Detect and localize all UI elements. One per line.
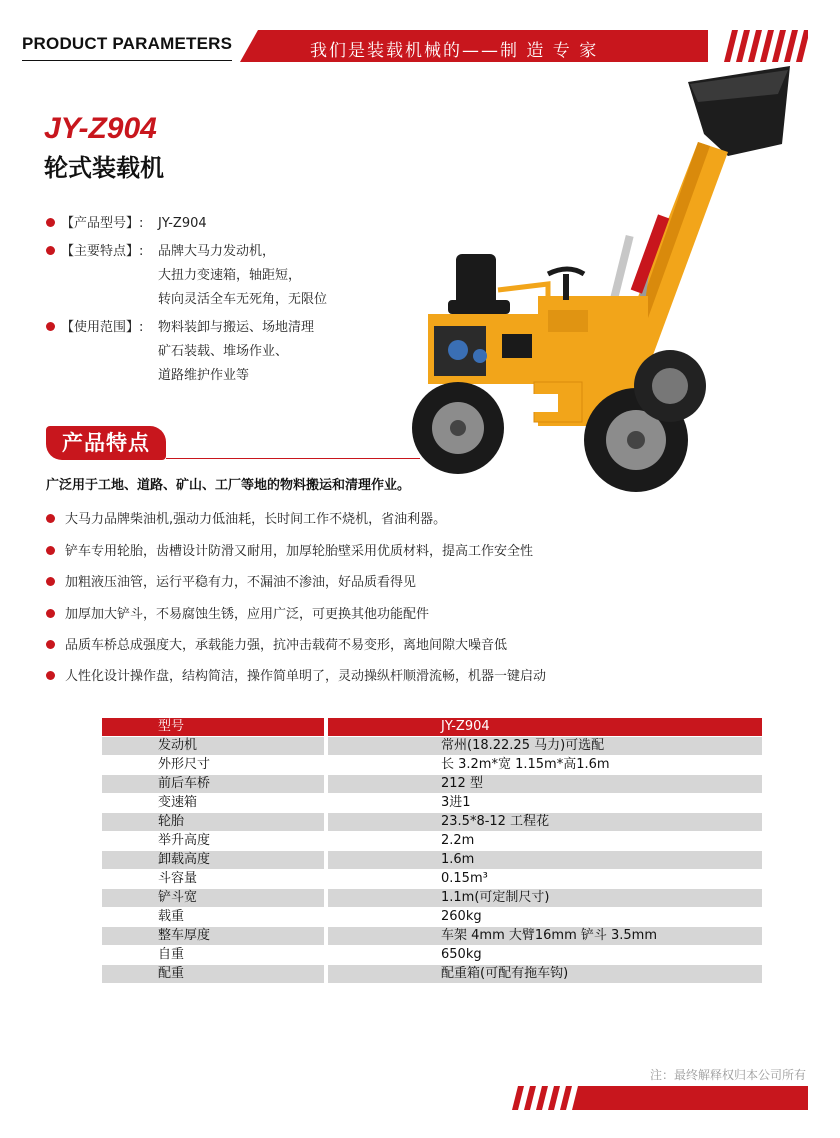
feature-bullet — [46, 571, 416, 590]
feature-text: 加厚加大铲斗，不易腐蚀生锈，应用广泛，可更换其他功能配件 — [65, 607, 430, 622]
table-cell-value: 23.5*8-12 工程花 — [328, 813, 762, 831]
feature-text: 大马力品牌柴油机,强动力低油耗，长时间工作不烧机，省油利器。 — [65, 512, 447, 527]
spec-features — [46, 240, 328, 307]
spec-features-label: 【主要特点】: — [61, 244, 144, 259]
bullet-dot-icon — [46, 218, 55, 227]
product-name: 轮式装载机 — [44, 154, 164, 182]
feature-text: 铲车专用轮胎，齿槽设计防滑又耐用，加厚轮胎壁采用优质材料，提高工作安全性 — [65, 544, 534, 559]
table-cell-label: 配重 — [102, 965, 324, 983]
bullet-dot-icon — [46, 640, 55, 649]
table-cell-value: 长 3.2m*宽 1.15m*高1.6m — [328, 756, 762, 774]
table-cell-value: 212 型 — [328, 775, 762, 793]
table-row — [102, 946, 762, 964]
table-cell-value: 配重箱(可配有拖车钩) — [328, 965, 762, 983]
bullet-dot-icon — [46, 577, 55, 586]
table-cell-label: 载重 — [102, 908, 324, 926]
spec-model-value: JY-Z904 — [158, 216, 207, 231]
spec-features-line: 转向灵活全车无死角，无限位 — [158, 292, 328, 307]
table-cell-label: 发动机 — [102, 737, 324, 755]
spec-usage-line: 矿石装载、堆场作业、 — [158, 344, 289, 359]
table-cell-value: 车架 4mm 大臂16mm 铲斗 3.5mm — [328, 927, 762, 945]
table-row — [102, 737, 762, 755]
bullet-dot-icon — [46, 514, 55, 523]
table-cell-value: 1.6m — [328, 851, 762, 869]
spec-usage-line: 物料装卸与搬运、场地清理 — [158, 320, 315, 335]
table-cell-value: 3进1 — [328, 794, 762, 812]
table-cell-label: 变速箱 — [102, 794, 324, 812]
feature-bullet — [46, 508, 446, 527]
feature-text: 人性化设计操作盘，结构简洁，操作简单明了，灵动操纵杆顺滑流畅，机器一键启动 — [65, 669, 547, 684]
table-row — [102, 851, 762, 869]
bullet-dot-icon — [46, 671, 55, 680]
bullet-dot-icon — [46, 246, 55, 255]
table-cell-value: 260kg — [328, 908, 762, 926]
table-cell-value: 1.1m(可定制尺寸) — [328, 889, 762, 907]
product-model: JY-Z904 — [44, 112, 157, 145]
features-title-underline — [166, 458, 420, 459]
features-section-title: 产品特点 — [46, 426, 166, 460]
table-cell-value: 650kg — [328, 946, 762, 964]
bullet-dot-icon — [46, 609, 55, 618]
spec-features-line: 品牌大马力发动机， — [158, 244, 276, 259]
table-cell-value: JY-Z904 — [328, 718, 762, 736]
table-cell-label: 斗容量 — [102, 870, 324, 888]
feature-bullet — [46, 540, 533, 559]
table-cell-label: 卸载高度 — [102, 851, 324, 869]
table-cell-label: 整车厚度 — [102, 927, 324, 945]
table-cell-value: 常州(18.22.25 马力)可选配 — [328, 737, 762, 755]
spec-usage-label: 【使用范围】: — [61, 320, 144, 335]
table-row — [102, 756, 762, 774]
table-row — [102, 908, 762, 926]
table-cell-label: 前后车桥 — [102, 775, 324, 793]
table-row — [102, 832, 762, 850]
table-cell-value: 2.2m — [328, 832, 762, 850]
spec-features-line: 大扭力变速箱，轴距短， — [158, 268, 302, 283]
spec-model-label: 【产品型号】: — [61, 216, 144, 231]
table-row — [102, 927, 762, 945]
header-stripes-decoration — [724, 30, 808, 62]
table-cell-label: 铲斗宽 — [102, 889, 324, 907]
table-row — [102, 794, 762, 812]
bullet-dot-icon — [46, 546, 55, 555]
spec-usage — [46, 316, 315, 383]
features-intro: 广泛用于工地、道路、矿山、工厂等地的物料搬运和清理作业。 — [46, 478, 411, 493]
spec-model — [46, 212, 207, 236]
table-cell-label: 轮胎 — [102, 813, 324, 831]
page-header-title: PRODUCT PARAMETERS — [22, 34, 233, 53]
header-slogan: 我们是装载机械的——制 造 专 家 — [310, 41, 599, 61]
feature-bullet — [46, 634, 507, 653]
feature-bullet — [46, 603, 429, 622]
header-underline — [22, 60, 232, 61]
table-header-row — [102, 718, 762, 736]
table-cell-label: 型号 — [102, 718, 324, 736]
table-cell-label: 自重 — [102, 946, 324, 964]
table-cell-value: 0.15m³ — [328, 870, 762, 888]
table-cell-label: 举升高度 — [102, 832, 324, 850]
spec-usage-line: 道路维护作业等 — [158, 368, 250, 383]
wheel-loader-image — [398, 64, 818, 496]
table-row — [102, 775, 762, 793]
table-row — [102, 813, 762, 831]
feature-text: 加粗液压油管，运行平稳有力，不漏油不渗油，好品质看得见 — [65, 575, 417, 590]
footer-stripes-decoration — [512, 1086, 808, 1110]
table-row — [102, 965, 762, 983]
table-row — [102, 870, 762, 888]
feature-text: 品质车桥总成强度大，承载能力强，抗冲击载荷不易变形，离地间隙大噪音低 — [65, 638, 508, 653]
feature-bullet — [46, 665, 546, 684]
table-row — [102, 889, 762, 907]
table-cell-label: 外形尺寸 — [102, 756, 324, 774]
bullet-dot-icon — [46, 322, 55, 331]
footnote: 注：最终解释权归本公司所有 — [649, 1068, 806, 1082]
